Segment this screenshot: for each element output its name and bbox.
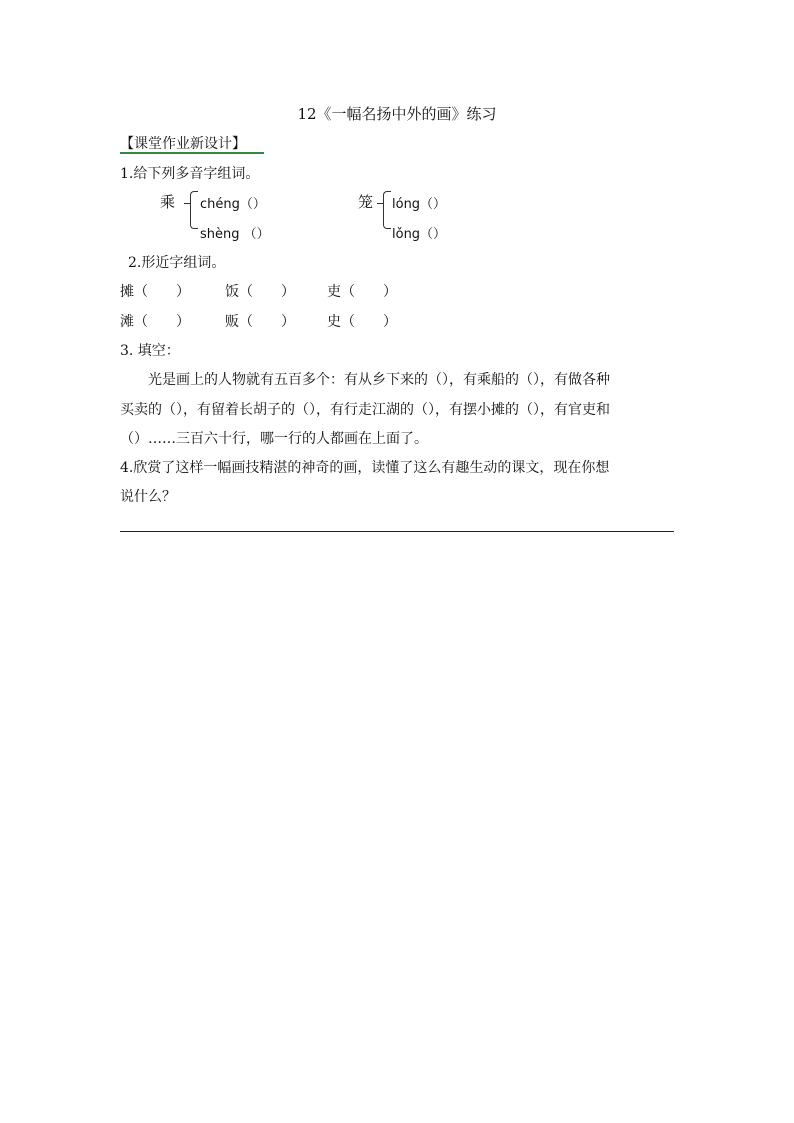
polyphone-char-2: 笼 bbox=[358, 193, 374, 211]
question-4-line-2: 说什么？ bbox=[120, 489, 176, 505]
pinyin-2a: lóng（） bbox=[392, 197, 447, 212]
question-2-label: 2.形近字组词。 bbox=[128, 255, 226, 271]
fill-blank-line-1: 光是画上的人物就有五百多个：有从乡下来的（），有乘船的（），有做各种 bbox=[148, 372, 610, 388]
polyphone-char-1: 乘 bbox=[160, 193, 176, 211]
worksheet-title: 12《一幅名扬中外的画》练习 bbox=[297, 105, 497, 123]
fill-blank-line-2: 买卖的（），有留着长胡子的（），有行走江湖的（），有摆小摊的（），有官吏和 bbox=[120, 402, 610, 418]
pinyin-1a: chéng（） bbox=[200, 197, 266, 212]
question-1-label: 1.给下列多音字组词。 bbox=[120, 166, 260, 182]
pinyin-1b: shèng （） bbox=[200, 227, 270, 242]
fill-blank-line-3: （）……三百六十行，哪一行的人都画在上面了。 bbox=[120, 431, 428, 447]
similar-char-item: 吏（ ） bbox=[327, 284, 397, 300]
pinyin-2b: lǒng（） bbox=[392, 227, 447, 242]
brace-icon bbox=[190, 203, 198, 229]
similar-char-item: 饭（ ） bbox=[225, 284, 295, 300]
section-heading: 【课堂作业新设计】 bbox=[120, 136, 246, 152]
brace-icon bbox=[383, 203, 391, 229]
question-3-label: 3. 填空： bbox=[120, 343, 180, 359]
similar-char-item: 史（ ） bbox=[327, 314, 397, 330]
similar-char-item: 摊（ ） bbox=[120, 284, 190, 300]
answer-line[interactable] bbox=[120, 531, 674, 532]
section-underline bbox=[120, 152, 264, 154]
similar-char-item: 滩（ ） bbox=[120, 314, 190, 330]
similar-char-item: 贩（ ） bbox=[225, 314, 295, 330]
question-4-line-1: 4.欣赏了这样一幅画技精湛的神奇的画，读懂了这么有趣生动的课文，现在你想 bbox=[120, 460, 610, 476]
